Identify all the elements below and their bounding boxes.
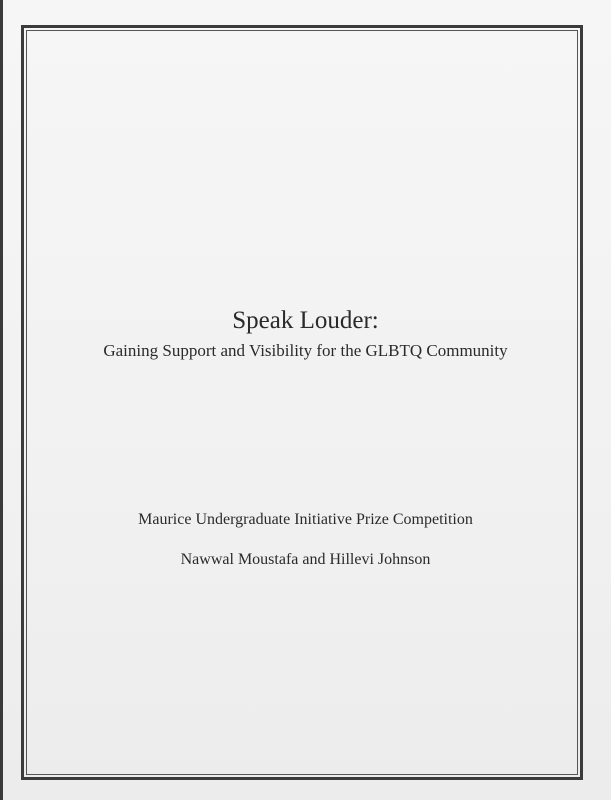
authors-line: Nawwal Moustafa and Hillevi Johnson: [180, 551, 431, 568]
page-left-edge: [0, 0, 3, 800]
document-subtitle: Gaining Support and Visibility for the GLBTQ Community: [103, 341, 508, 360]
competition-name: Maurice Undergraduate Initiative Prize Competition: [138, 511, 473, 528]
page-border-inner: [26, 30, 578, 775]
document-title: Speak Louder:: [232, 307, 379, 334]
